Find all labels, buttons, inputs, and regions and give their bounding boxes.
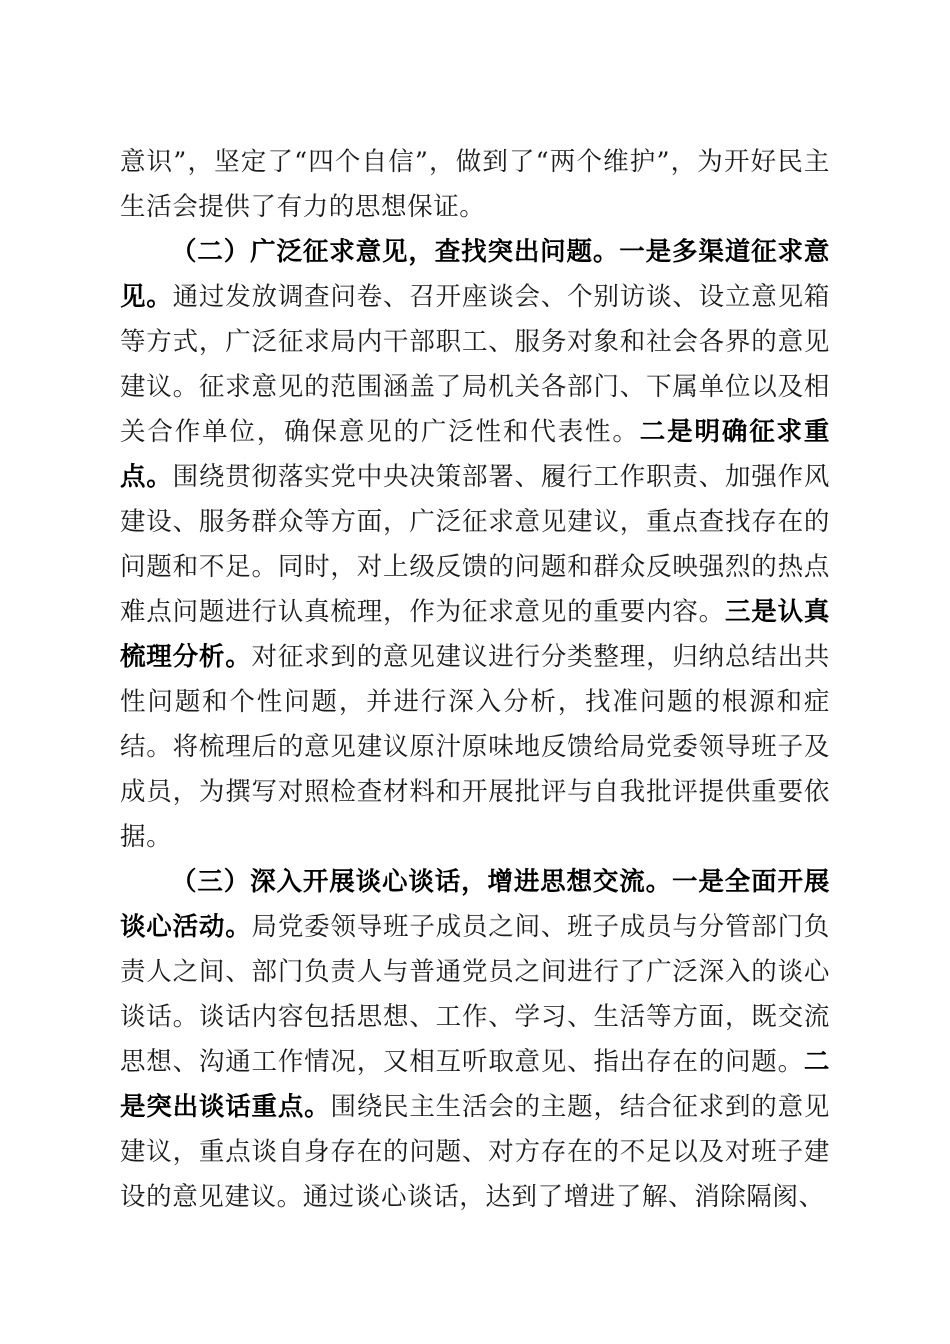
document-body	[120, 140, 830, 1220]
paragraph-section-two	[120, 230, 830, 860]
bold-point-heading: 三是认真梳理分析。	[120, 597, 830, 672]
bold-point-heading: 二是明确征求重点。	[120, 417, 830, 492]
section-heading: （二）广泛征求意见，查找突出问题。一是多渠道征求意见。	[120, 237, 830, 312]
text-run: 局党委领导班子成员之间、班子成员与分管部门负责人之间、部门负责人与普通党员之间进行了广泛深入的谈心谈话。谈话内容包括思想、工作、学习、生活等方面，既交流思想、沟通工作情况，又相互听取意见、指出存在的问题。	[120, 912, 830, 1077]
paragraph-section-three	[120, 860, 830, 1220]
text-run: 围绕民主生活会的主题，结合征求到的意见建议，重点谈自身存在的问题、对方存在的不足以及对班子建设的意见建议。通过谈心谈话，达到了增进了解、消除隔阂、	[120, 1092, 830, 1212]
section-heading: （三）深入开展谈心谈话，增进思想交流。一是全面开展谈心活动。	[120, 867, 830, 942]
text-run: 意识”，坚定了“四个自信”，做到了“两个维护”，为开好民主生活会提供了有力的思想保证。	[120, 147, 830, 222]
bold-point-heading: 二是突出谈话重点。	[120, 1047, 830, 1122]
text-run: 对征求到的意见建议进行分类整理，归纳总结出共性问题和个性问题，并进行深入分析，找准问题的根源和症结。将梳理后的意见建议原汁原味地反馈给局党委领导班子及成员，为撰写对照检查材料和开展批评与自我批评提供重要依据。	[120, 642, 830, 852]
text-run: 围绕贯彻落实党中央决策部署、履行工作职责、加强作风建设、服务群众等方面，广泛征求意见建议，重点查找存在的问题和不足。同时，对上级反馈的问题和群众反映强烈的热点难点问题进行认真梳理，作为征求意见的重要内容。	[120, 462, 830, 627]
text-run: 通过发放调查问卷、召开座谈会、个别访谈、设立意见箱等方式，广泛征求局内干部职工、服务对象和社会各界的意见建议。征求意见的范围涵盖了局机关各部门、下属单位以及相关合作单位，确保意见的广泛性和代表性。	[120, 282, 830, 447]
paragraph-continuation	[120, 140, 830, 230]
